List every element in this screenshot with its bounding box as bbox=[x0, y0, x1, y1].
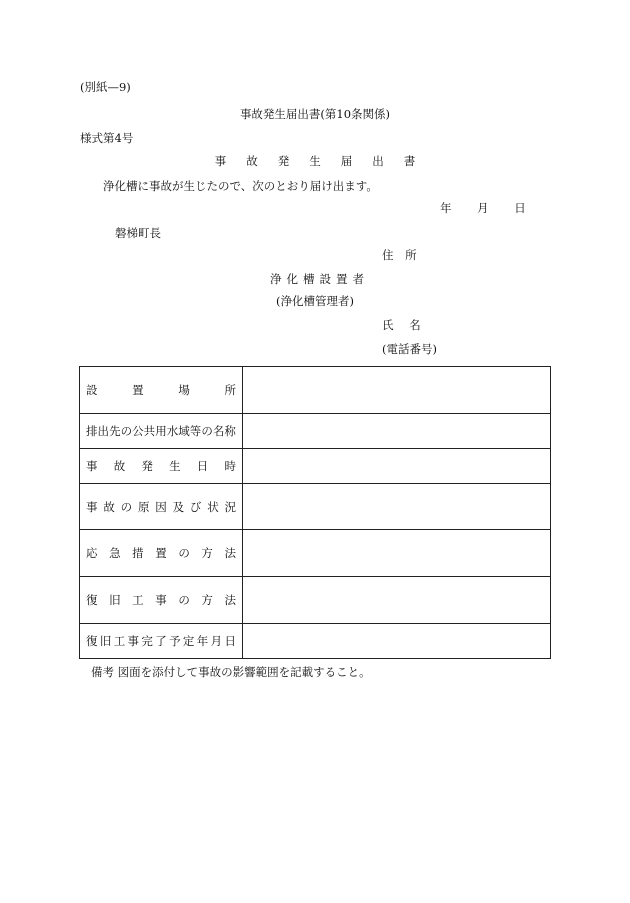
row-label bbox=[80, 414, 243, 449]
style-number: 様式第4号 bbox=[80, 131, 134, 145]
label-char: 公 bbox=[132, 424, 144, 438]
label-char: 了 bbox=[155, 634, 167, 648]
label-char: 水 bbox=[166, 424, 179, 438]
name-label: 氏 名 bbox=[382, 318, 421, 332]
label-char: 及 bbox=[172, 499, 185, 514]
intro-text: 浄化槽に事故が生じたので、次のとおり届け出ます。 bbox=[103, 179, 378, 193]
row-label-text bbox=[86, 499, 236, 515]
row-value-field[interactable] bbox=[243, 577, 551, 624]
label-char: 置 bbox=[132, 383, 144, 397]
date-line: 年 月 日 bbox=[440, 201, 526, 215]
label-char: 日 bbox=[196, 459, 209, 473]
table-row bbox=[80, 530, 551, 577]
row-value-field[interactable] bbox=[243, 624, 551, 659]
row-label bbox=[80, 449, 243, 484]
row-label-text bbox=[86, 382, 236, 398]
label-char: び bbox=[189, 499, 202, 514]
form-title: 事故発生届出書 bbox=[214, 154, 436, 168]
label-char: 応 bbox=[86, 546, 98, 560]
label-char: 故 bbox=[103, 499, 115, 514]
label-char: 域 bbox=[178, 424, 190, 438]
label-char: の bbox=[178, 546, 190, 560]
label-char: 復 bbox=[86, 593, 98, 607]
label-char: 事 bbox=[86, 499, 98, 514]
label-char: 完 bbox=[141, 634, 153, 648]
label-char: 法 bbox=[224, 593, 236, 607]
label-char: 状 bbox=[207, 499, 219, 514]
row-value-field[interactable] bbox=[243, 414, 551, 449]
label-char: 生 bbox=[169, 459, 181, 473]
row-value-field[interactable] bbox=[243, 367, 551, 414]
label-char: 場 bbox=[178, 383, 190, 397]
label-char: 方 bbox=[201, 593, 213, 607]
label-char: 排 bbox=[86, 424, 98, 438]
label-char: 措 bbox=[132, 546, 144, 560]
label-char: 工 bbox=[132, 593, 144, 607]
label-char: 急 bbox=[109, 546, 121, 560]
table-row bbox=[80, 484, 551, 530]
label-char: 故 bbox=[113, 459, 126, 473]
addressee: 磐梯町長 bbox=[115, 226, 161, 240]
row-value-field[interactable] bbox=[243, 449, 551, 484]
row-label bbox=[80, 484, 243, 530]
label-char: 所 bbox=[224, 383, 236, 397]
label-char: 名 bbox=[212, 424, 225, 438]
label-char: の bbox=[178, 593, 190, 607]
row-label-text bbox=[86, 458, 236, 474]
label-char: の bbox=[120, 424, 133, 438]
table-row bbox=[80, 367, 551, 414]
label-char: 等 bbox=[189, 424, 202, 438]
label-char: 予 bbox=[169, 634, 181, 648]
label-char: 事 bbox=[155, 593, 167, 607]
label-char: 発 bbox=[141, 459, 153, 473]
label-char: の bbox=[201, 424, 213, 438]
row-label-text bbox=[86, 633, 236, 649]
manager-label: (浄化槽管理者) bbox=[276, 294, 354, 308]
label-char: 定 bbox=[182, 634, 195, 648]
label-char: 用 bbox=[155, 424, 167, 438]
table-row bbox=[80, 414, 551, 449]
row-label bbox=[80, 367, 243, 414]
table-row bbox=[80, 449, 551, 484]
label-char: 工 bbox=[113, 634, 126, 648]
row-value-field[interactable] bbox=[243, 484, 551, 530]
label-char: 事 bbox=[127, 634, 140, 648]
label-char: 月 bbox=[210, 634, 223, 648]
label-char: 共 bbox=[143, 424, 156, 438]
label-char: 因 bbox=[155, 499, 167, 514]
phone-label: (電話番号) bbox=[382, 342, 437, 356]
table-row bbox=[80, 624, 551, 659]
label-char: 時 bbox=[224, 459, 236, 473]
label-char: 称 bbox=[224, 424, 236, 438]
document-heading: 事故発生届出書(第10条関係) bbox=[239, 107, 391, 121]
row-label bbox=[80, 530, 243, 577]
label-char: 設 bbox=[86, 383, 98, 397]
row-label-text bbox=[86, 545, 236, 561]
remarks-note: 備考 図面を添付して事故の影響範囲を記載すること。 bbox=[91, 665, 371, 679]
label-char: の bbox=[120, 499, 133, 514]
row-label bbox=[80, 624, 243, 659]
label-char: 法 bbox=[224, 546, 236, 560]
row-label-text bbox=[86, 423, 236, 439]
label-char: 方 bbox=[201, 546, 213, 560]
label-char: 年 bbox=[196, 634, 209, 648]
label-char: 原 bbox=[137, 499, 150, 514]
annex-label: (別紙—9) bbox=[80, 80, 131, 94]
table-row bbox=[80, 577, 551, 624]
row-label bbox=[80, 577, 243, 624]
label-char: 事 bbox=[86, 459, 98, 473]
label-char: 況 bbox=[224, 499, 236, 514]
label-char: 置 bbox=[155, 546, 167, 560]
installer-label: 浄化槽設置者 bbox=[270, 272, 369, 286]
address-label: 住 所 bbox=[382, 248, 417, 262]
label-char: 旧 bbox=[109, 593, 121, 607]
row-value-field[interactable] bbox=[243, 530, 551, 577]
label-char: 復 bbox=[86, 634, 98, 648]
row-label-text bbox=[86, 592, 236, 608]
label-char: 出 bbox=[97, 424, 110, 438]
label-char: 日 bbox=[224, 634, 236, 648]
label-char: 旧 bbox=[99, 634, 112, 648]
details-table bbox=[79, 366, 551, 659]
label-char: 先 bbox=[109, 424, 121, 438]
